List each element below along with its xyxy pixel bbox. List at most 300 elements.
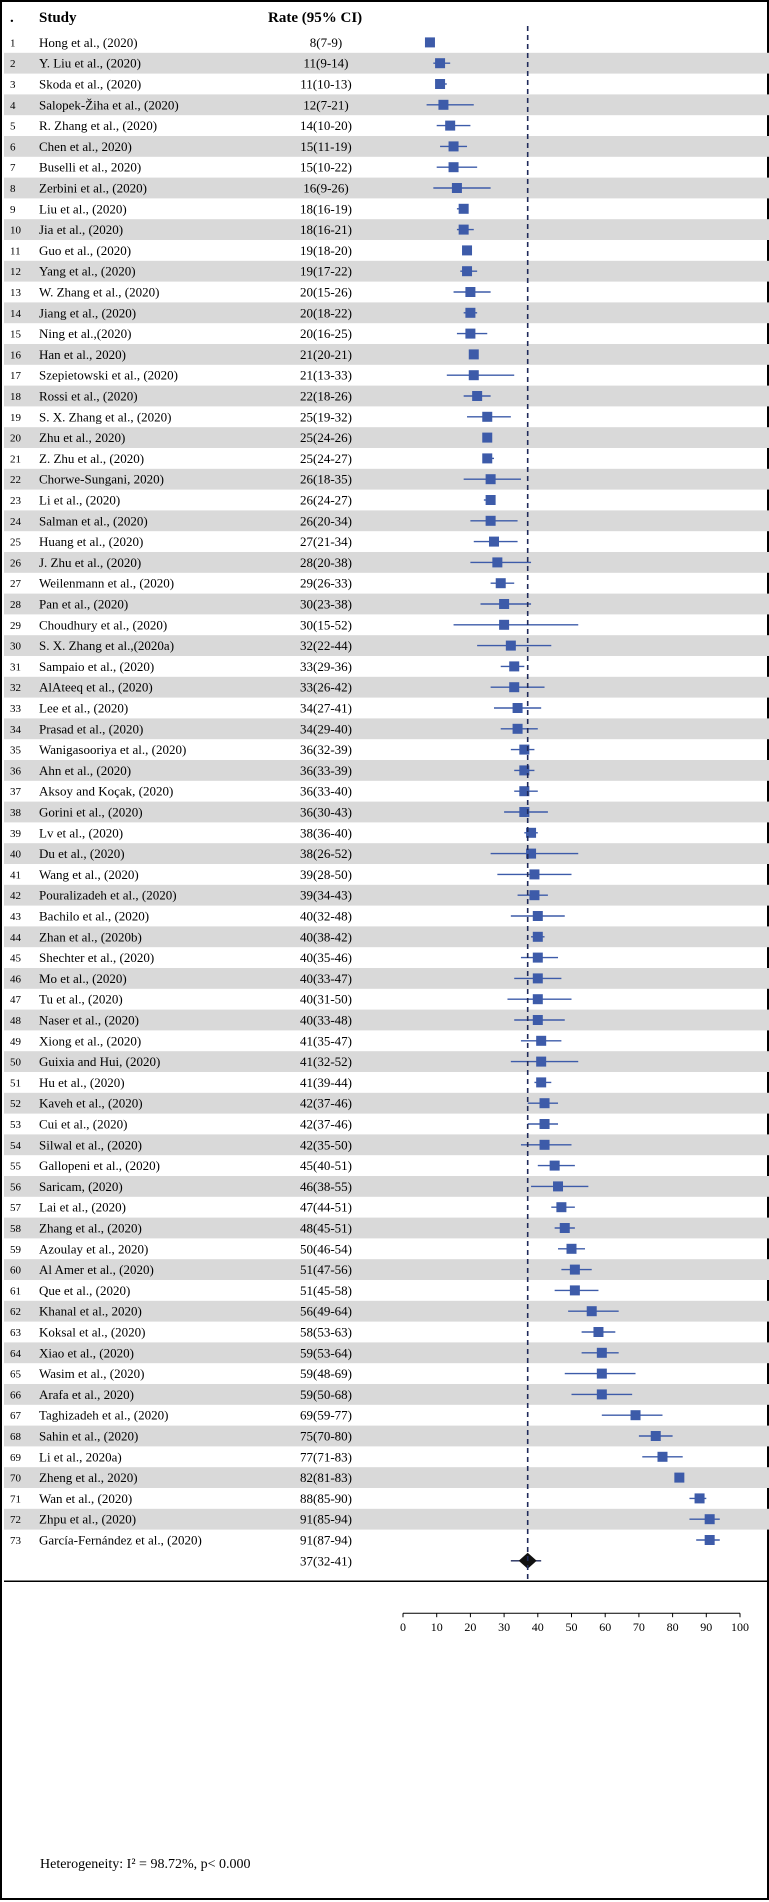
study-row — [10, 1325, 615, 1340]
study-name: Tu et al., (2020) — [39, 991, 123, 1007]
study-rate: 91(87-94) — [300, 1532, 352, 1548]
study-row — [10, 493, 496, 508]
study-name: Taghizadeh et al., (2020) — [39, 1407, 169, 1423]
study-name: Zhan et al., (2020b) — [39, 929, 142, 945]
study-point — [631, 1410, 641, 1420]
study-point — [435, 58, 445, 68]
study-rate: 40(33-48) — [300, 1012, 352, 1028]
study-rate: 38(36-40) — [300, 825, 352, 841]
study-name: Mo et al., (2020) — [39, 970, 127, 986]
forest-plot-svg — [2, 2, 769, 1902]
study-name: Pouralizadeh et al., (2020) — [39, 887, 177, 903]
study-index: 16 — [10, 349, 21, 362]
study-name: Que et al., (2020) — [39, 1282, 131, 1298]
study-point — [674, 1473, 684, 1483]
study-index: 71 — [10, 1493, 21, 1506]
study-index: 5 — [10, 120, 16, 133]
study-point — [695, 1493, 705, 1503]
study-rate: 26(24-27) — [300, 492, 352, 508]
study-row — [10, 201, 469, 216]
study-row — [10, 784, 538, 799]
rate-header: Rate (95% CI) — [268, 10, 363, 26]
study-row — [10, 409, 511, 424]
study-index: 15 — [10, 328, 21, 341]
study-name: Guixia and Hui, (2020) — [39, 1054, 161, 1070]
study-index: 4 — [10, 99, 16, 112]
study-rate: 59(50-68) — [300, 1386, 352, 1402]
study-rate: 75(70-80) — [300, 1428, 352, 1444]
study-point — [459, 225, 469, 235]
x-tick-label: 50 — [565, 1620, 578, 1635]
study-rate: 21(13-33) — [300, 367, 352, 383]
study-point — [705, 1514, 715, 1524]
study-name: Naser et al., (2020) — [39, 1012, 139, 1028]
study-rate: 20(15-26) — [300, 284, 352, 300]
study-index: 72 — [10, 1514, 21, 1527]
study-point — [705, 1535, 715, 1545]
x-tick-label: 0 — [400, 1620, 406, 1635]
study-row — [10, 825, 538, 840]
study-point — [449, 162, 459, 172]
study-row — [10, 1200, 575, 1215]
study-rate: 42(37-46) — [300, 1116, 352, 1132]
study-header: Study — [39, 10, 77, 26]
study-name: Hu et al., (2020) — [39, 1074, 125, 1090]
study-index: 54 — [10, 1139, 21, 1152]
study-point — [536, 1036, 546, 1046]
study-point — [540, 1098, 550, 1108]
study-index: 38 — [10, 807, 21, 819]
study-name: Y. Liu et al., (2020) — [39, 55, 141, 71]
study-name: Jiang et al., (2020) — [39, 305, 137, 321]
study-index: 20 — [10, 432, 21, 445]
study-point — [459, 204, 469, 214]
study-name: Shechter et al., (2020) — [39, 950, 155, 966]
study-rate: 40(31-50) — [300, 991, 352, 1007]
study-index: 17 — [10, 370, 21, 383]
study-point — [482, 453, 492, 463]
study-rate: 39(28-50) — [300, 866, 352, 882]
study-index: 43 — [10, 911, 21, 923]
study-point — [529, 890, 539, 900]
study-index: 51 — [10, 1077, 21, 1090]
study-point — [472, 391, 482, 401]
study-point — [560, 1223, 570, 1233]
study-row — [10, 160, 477, 175]
study-point — [570, 1285, 580, 1295]
study-index: 8 — [10, 183, 16, 195]
study-point — [438, 100, 448, 110]
study-name: Hong et al., (2020) — [39, 34, 138, 50]
study-point — [462, 266, 472, 276]
study-rate: 34(27-41) — [300, 700, 352, 716]
study-index: 39 — [10, 827, 21, 840]
study-point — [465, 329, 475, 339]
study-index: 60 — [10, 1264, 21, 1277]
study-rate: 42(35-50) — [300, 1137, 352, 1153]
study-row — [10, 992, 572, 1007]
study-point — [482, 433, 492, 443]
study-point — [540, 1140, 550, 1150]
study-name: Chen et al., 2020) — [39, 138, 132, 154]
study-index: 61 — [10, 1285, 21, 1298]
study-row — [10, 742, 534, 757]
study-rate: 56(49-64) — [300, 1303, 352, 1319]
study-name: Rossi et al., (2020) — [39, 388, 138, 404]
study-index: 14 — [10, 307, 21, 320]
study-point — [550, 1161, 560, 1171]
study-point — [506, 641, 516, 651]
study-rate: 42(37-46) — [300, 1095, 352, 1111]
study-name: Wasim et al., (2020) — [39, 1366, 145, 1382]
study-index: 28 — [10, 599, 21, 611]
study-index: 22 — [10, 474, 21, 487]
study-rate: 21(20-21) — [300, 346, 352, 362]
study-rate: 51(47-56) — [300, 1262, 352, 1278]
study-name: Skoda et al., (2020) — [39, 76, 142, 92]
study-point — [452, 183, 462, 193]
study-row — [10, 368, 514, 383]
study-row — [10, 950, 558, 965]
study-name: Zheng et al., 2020) — [39, 1470, 138, 1486]
study-name: Choudhury et al., (2020) — [39, 617, 168, 633]
study-rate: 59(48-69) — [300, 1366, 352, 1382]
study-point — [509, 682, 519, 692]
study-rate: 91(85-94) — [300, 1511, 352, 1527]
study-point — [465, 287, 475, 297]
study-name: Wanigasooriya et al., (2020) — [39, 742, 187, 758]
study-point — [465, 308, 475, 318]
study-rate: 36(33-40) — [300, 783, 352, 799]
study-name: Weilenmann et al., (2020) — [39, 575, 175, 591]
study-index: 59 — [10, 1243, 21, 1256]
study-index: 57 — [10, 1202, 21, 1215]
x-tick-label: 10 — [430, 1620, 443, 1635]
study-name: Arafa et al., 2020) — [39, 1386, 134, 1402]
study-index: 7 — [10, 162, 16, 175]
study-name: Sampaio et al., (2020) — [39, 658, 155, 674]
study-name: Zhang et al., (2020) — [39, 1220, 142, 1236]
study-row — [10, 576, 514, 591]
study-name: Kaveh et al., (2020) — [39, 1095, 143, 1111]
study-name: W. Zhang et al., (2020) — [39, 284, 160, 300]
study-index: 11 — [10, 245, 21, 258]
study-rate: 41(35-47) — [300, 1033, 352, 1049]
study-rate: 33(26-42) — [300, 679, 352, 695]
study-index: 2 — [10, 58, 16, 71]
study-rate: 40(32-48) — [300, 908, 352, 924]
study-rate: 36(32-39) — [300, 742, 352, 758]
study-point — [593, 1327, 603, 1337]
study-row — [10, 1117, 558, 1132]
study-index: 19 — [10, 411, 21, 424]
study-index: 66 — [10, 1389, 21, 1402]
study-rate: 51(45-58) — [300, 1282, 352, 1298]
study-index: 6 — [10, 141, 16, 154]
study-name: Silwal et al., (2020) — [39, 1137, 142, 1153]
x-tick-label: 90 — [700, 1620, 713, 1635]
x-tick-label: 40 — [531, 1620, 544, 1635]
study-index: 21 — [10, 453, 21, 466]
study-name: Jia et al., (2020) — [39, 222, 124, 238]
study-index: 10 — [10, 224, 21, 237]
study-point — [462, 245, 472, 255]
study-name: Li et al., (2020) — [39, 492, 121, 508]
study-index: 64 — [10, 1347, 21, 1360]
study-rate: 39(34-43) — [300, 887, 352, 903]
study-rate: 27(21-34) — [300, 534, 352, 550]
x-tick-label: 30 — [498, 1620, 511, 1635]
study-point — [529, 869, 539, 879]
study-index: 53 — [10, 1119, 21, 1131]
study-rate: 69(59-77) — [300, 1407, 352, 1423]
study-name: Yang et al., (2020) — [39, 263, 136, 279]
study-point — [533, 953, 543, 963]
study-name: Salopek-Žiha et al., (2020) — [39, 97, 179, 113]
study-index: 32 — [10, 682, 21, 695]
study-point — [536, 1077, 546, 1087]
study-name: Liu et al., (2020) — [39, 201, 127, 217]
study-index: 18 — [10, 391, 21, 403]
study-name: Pan et al., (2020) — [39, 596, 129, 612]
study-name: Wan et al., (2020) — [39, 1490, 133, 1506]
study-name: Xiao et al., (2020) — [39, 1345, 134, 1361]
study-index: 35 — [10, 744, 21, 757]
study-point — [469, 349, 479, 359]
study-index: 33 — [10, 703, 21, 715]
study-rate: 15(11-19) — [300, 138, 352, 154]
study-rate: 40(33-47) — [300, 970, 352, 986]
study-row — [10, 118, 470, 133]
study-name: Aksoy and Koçak, (2020) — [39, 783, 174, 799]
pooled-rate-label: 37(32-41) — [300, 1553, 352, 1569]
study-rate: 22(18-26) — [300, 388, 352, 404]
study-point — [533, 932, 543, 942]
study-rate: 25(24-27) — [300, 450, 352, 466]
study-row — [10, 326, 487, 341]
study-index: 58 — [10, 1223, 21, 1235]
study-point — [509, 661, 519, 671]
study-name: Xiong et al., (2020) — [39, 1033, 142, 1049]
study-name: Zhpu et al., (2020) — [39, 1511, 137, 1527]
study-rate: 18(16-19) — [300, 201, 352, 217]
study-index: 55 — [10, 1160, 21, 1173]
study-row — [10, 1449, 683, 1464]
study-name: Szepietowski et al., (2020) — [39, 367, 178, 383]
study-index: 69 — [10, 1451, 21, 1464]
study-rate: 47(44-51) — [300, 1199, 352, 1215]
study-row — [10, 35, 435, 50]
study-point — [425, 37, 435, 47]
study-index: 36 — [10, 765, 21, 778]
study-rate: 18(16-21) — [300, 222, 352, 238]
study-name: Chorwe-Sungani, 2020) — [39, 471, 164, 487]
study-rate: 41(32-52) — [300, 1054, 352, 1070]
study-rate: 11(9-14) — [303, 55, 349, 71]
study-point — [492, 557, 502, 567]
study-rate: 45(40-51) — [300, 1158, 352, 1174]
study-row — [10, 1366, 636, 1381]
study-row — [10, 1033, 561, 1048]
study-rate: 77(71-83) — [300, 1449, 352, 1465]
study-index: 50 — [10, 1056, 21, 1069]
study-point — [533, 973, 543, 983]
study-index: 70 — [10, 1472, 21, 1485]
study-index: 27 — [10, 578, 21, 591]
study-point — [567, 1244, 577, 1254]
study-rate: 50(46-54) — [300, 1241, 352, 1257]
study-rate: 46(38-55) — [300, 1178, 352, 1194]
study-point — [499, 620, 509, 630]
study-point — [540, 1119, 550, 1129]
study-point — [533, 994, 543, 1004]
study-row — [10, 1491, 706, 1506]
study-rate: 12(7-21) — [303, 97, 349, 113]
study-point — [587, 1306, 597, 1316]
study-name: Saricam, (2020) — [39, 1178, 123, 1194]
study-index: 29 — [10, 619, 21, 632]
study-rate: 32(22-44) — [300, 638, 352, 654]
study-name: Koksal et al., (2020) — [39, 1324, 146, 1340]
study-rate: 11(10-13) — [300, 76, 352, 92]
study-name: Zerbini et al., (2020) — [39, 180, 147, 196]
study-name: Ning et al.,(2020) — [39, 326, 132, 342]
study-rate: 82(81-83) — [300, 1470, 352, 1486]
study-row — [10, 867, 572, 882]
study-rate: 41(39-44) — [300, 1074, 352, 1090]
study-row — [10, 77, 447, 92]
study-index: 3 — [10, 79, 16, 91]
study-index: 31 — [10, 661, 21, 674]
study-rate: 26(20-34) — [300, 513, 352, 529]
study-name: Li et al., 2020a) — [39, 1449, 122, 1465]
study-point — [486, 516, 496, 526]
study-index: 45 — [10, 952, 21, 965]
study-index: 46 — [10, 973, 21, 986]
study-name: R. Zhang et al., (2020) — [39, 118, 158, 134]
x-tick-label: 100 — [731, 1620, 749, 1635]
study-index: 48 — [10, 1015, 21, 1027]
study-point — [496, 578, 506, 588]
study-index: 65 — [10, 1368, 21, 1381]
study-name: Prasad et al., (2020) — [39, 721, 144, 737]
study-rate: 40(38-42) — [300, 929, 352, 945]
study-name: AlAteeq et al., (2020) — [39, 679, 153, 695]
study-point — [486, 474, 496, 484]
study-row — [10, 617, 578, 632]
study-rate: 48(45-51) — [300, 1220, 352, 1236]
study-rate: 58(53-63) — [300, 1324, 352, 1340]
study-index: 47 — [10, 994, 21, 1007]
study-name: Han et al., 2020) — [39, 346, 127, 362]
study-rate: 26(18-35) — [300, 471, 352, 487]
study-name: Bachilo et al., (2020) — [39, 908, 150, 924]
study-name: Gallopeni et al., (2020) — [39, 1158, 160, 1174]
study-index: 49 — [10, 1035, 21, 1048]
study-name: Cui et al., (2020) — [39, 1116, 128, 1132]
study-row — [10, 659, 524, 674]
study-name: Khanal et al., 2020) — [39, 1303, 142, 1319]
study-name: S. X. Zhang et al., (2020) — [39, 409, 172, 425]
study-rate: 15(10-22) — [300, 159, 352, 175]
study-point — [536, 1057, 546, 1067]
study-point — [553, 1181, 563, 1191]
study-name: Guo et al., (2020) — [39, 242, 132, 258]
study-name: García-Fernández et al., (2020) — [39, 1532, 202, 1548]
study-rate: 30(15-52) — [300, 617, 352, 633]
study-point — [482, 412, 492, 422]
study-point — [435, 79, 445, 89]
study-point — [486, 495, 496, 505]
study-rate: 38(26-52) — [300, 846, 352, 862]
study-rate: 36(33-39) — [300, 762, 352, 778]
study-row — [10, 534, 518, 549]
study-index: 40 — [10, 848, 21, 861]
study-point — [489, 537, 499, 547]
study-point — [449, 141, 459, 151]
study-index: 44 — [10, 931, 21, 944]
study-point — [657, 1452, 667, 1462]
study-index: 13 — [10, 287, 21, 299]
study-point — [570, 1265, 580, 1275]
study-index: 12 — [10, 266, 21, 279]
study-point — [597, 1369, 607, 1379]
index-header: . — [10, 10, 14, 26]
study-index: 41 — [10, 869, 21, 882]
study-rate: 40(35-46) — [300, 950, 352, 966]
study-row — [10, 451, 494, 466]
study-point — [533, 911, 543, 921]
study-row — [10, 1408, 662, 1423]
study-point — [499, 599, 509, 609]
study-index: 24 — [10, 515, 21, 528]
study-rate: 28(20-38) — [300, 554, 352, 570]
study-row — [10, 1283, 598, 1298]
study-index: 52 — [10, 1098, 21, 1111]
study-rate: 20(18-22) — [300, 305, 352, 321]
study-index: 30 — [10, 640, 21, 653]
study-name: Al Amer et al., (2020) — [39, 1262, 154, 1278]
heterogeneity-text: Heterogeneity: I² = 98.72%, p< 0.000 — [40, 1857, 251, 1872]
study-index: 42 — [10, 890, 21, 903]
study-name: Du et al., (2020) — [39, 846, 125, 862]
study-name: Lee et al., (2020) — [39, 700, 129, 716]
study-index: 9 — [10, 203, 16, 216]
study-rate: 34(29-40) — [300, 721, 352, 737]
study-rate: 19(18-20) — [300, 242, 352, 258]
study-rate: 20(16-25) — [300, 326, 352, 342]
study-name: Zhu et al., 2020) — [39, 430, 126, 446]
study-index: 68 — [10, 1431, 21, 1443]
study-name: J. Zhu et al., (2020) — [39, 554, 142, 570]
study-name: Ahn et al., (2020) — [39, 762, 132, 778]
study-index: 73 — [10, 1535, 21, 1547]
study-point — [445, 121, 455, 131]
study-index: 23 — [10, 495, 21, 507]
study-rate: 59(53-64) — [300, 1345, 352, 1361]
study-row — [10, 1158, 575, 1173]
x-tick-label: 60 — [599, 1620, 612, 1635]
study-rate: 14(10-20) — [300, 118, 352, 134]
study-name: Wang et al., (2020) — [39, 866, 139, 882]
study-row — [10, 701, 541, 716]
x-tick-label: 80 — [666, 1620, 679, 1635]
study-rate: 30(23-38) — [300, 596, 352, 612]
study-point — [651, 1431, 661, 1441]
study-index: 63 — [10, 1327, 21, 1339]
study-index: 34 — [10, 723, 21, 736]
study-index: 56 — [10, 1181, 21, 1194]
